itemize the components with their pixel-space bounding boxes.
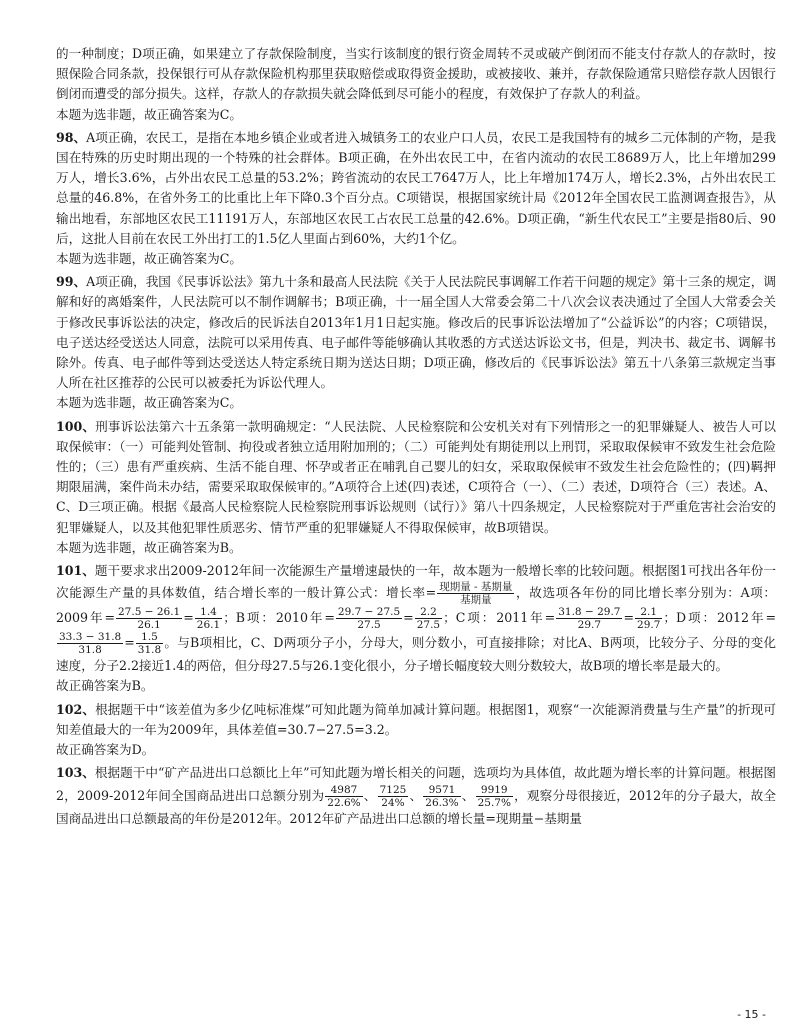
question-text: A项正确，我国《民事诉讼法》第九十条和最高人民法院《关于人民法院民事调解工作若干问题的规定》第十三条的规定，调解和好的离婚案件，人民法院可以不制作调解书；B项正确，十一届全国人大常委会第二十八次会议表决通过了全国人大常委会关于修改民事诉讼法的决定，修改后的民诉法自2013年1月1日起实施。修改后的民事诉讼法增加了“公益诉讼”的内容；C项错误，电子送达经受送达人同意，法院可以采用传真、电子邮件等能够确认其收悉的方式送达诉讼文书，但是，判决书、裁定书、调解书除外。传真、电子邮件等到达受送达人特定系统日期为送达日期；D项正确，修改后的《民事诉讼法》第五十八条第三款规定当事人所在社区推荐的公民可以被委托为诉讼代理人。 bbox=[56, 274, 776, 391]
answer-101: 故正确答案为B。 bbox=[56, 678, 154, 694]
fraction-d-simplified: $\frac{1.5}{31.8}$ bbox=[137, 631, 162, 657]
answer-99: 本题为选非题，故正确答案为C。 bbox=[56, 395, 242, 411]
question-text-2: ，故选项各年份的同比增长率分别为：A项：2009年= bbox=[56, 585, 776, 626]
formula-numerator: 现期量 - 基期量 bbox=[439, 581, 513, 594]
question-100 bbox=[56, 417, 776, 538]
question-text-5: ；D项：2012年= bbox=[663, 610, 776, 626]
fraction-b-simplified: $\frac{2.2}{27.5}$ bbox=[416, 606, 441, 632]
question-number: 100、 bbox=[56, 418, 96, 434]
question-102 bbox=[56, 700, 776, 740]
fraction-2012: $\frac{9919}{25.7\%}$ bbox=[477, 783, 511, 809]
fraction-2009: $\frac{4987}{22.6\%}$ bbox=[327, 783, 361, 809]
question-text-2: ，观察分母很接近，2012年的分子最大，故全国商品进出口总额最高的年份是2012年。2012年矿产品进出口总额的增长量=现期量−基期量 bbox=[56, 787, 777, 826]
fraction-d: $\frac{33.3 - 31.8}{31.8}$ bbox=[59, 631, 122, 657]
answer-98: 本题为选非题，故正确答案为C。 bbox=[56, 251, 242, 267]
question-text-6: 。与B项相比，C、D两项分子小，分母大，则分数小，可直接排除；对比A、B两项，比较分子、分母的变化速度，分子2.2接近1.4的两倍，但分母27.5与26.1变化很小，分子增长幅度较大则分数较大，故B项的增长率是最大的。 bbox=[56, 635, 776, 674]
question-98 bbox=[56, 128, 776, 249]
question-text-3: ；B项：2010年= bbox=[223, 610, 335, 626]
page-number: - 15 - bbox=[737, 1008, 766, 1021]
fraction-a-simplified: $\frac{1.4}{26.1}$ bbox=[196, 606, 221, 632]
document-page bbox=[56, 44, 776, 829]
growth-formula bbox=[437, 581, 514, 606]
question-text: 刑事诉讼法第六十五条第一款明确规定：“人民法院、人民检察院和公安机关对有下列情形之一的犯罪嫌疑人、被告人可以取保候审：（一）可能判处管制、拘役或者独立适用附加刑的；（二）可能判处有期徒刑以上刑罚，采取取保候审不致发生社会危险性的；（三）患有严重疾病、生活不能自理、怀孕或者正在哺乳自己婴儿的妇女，采取取保候审不致发生社会危险性的；(四)羁押期限届满，案件尚未办结，需要采取取保候审的。”A项符合上述(四)表述，C项符合（一）、（二）表述，D项符合（三）表述。A、C、D三项正确。根据《最高人民检察院人民检察院刑事诉讼规则（试行）》第八十四条规定，人民检察院对于严重危害社会治安的犯罪嫌疑人，以及其他犯罪性质恶劣、情节严重的犯罪嫌疑人不得取保候审，故B项错误。 bbox=[56, 418, 776, 535]
question-number: 99、 bbox=[56, 274, 87, 290]
question-number: 98、 bbox=[56, 129, 87, 145]
question-text-4: ；C项：2011年= bbox=[443, 610, 556, 626]
answer-intro: 本题为选非题，故正确答案为C。 bbox=[56, 106, 242, 122]
fraction-c: $\frac{31.8 - 29.7}{29.7}$ bbox=[558, 606, 621, 632]
fraction-a: $\frac{27.5 - 26.1}{26.1}$ bbox=[118, 606, 181, 632]
question-number: 101、 bbox=[56, 563, 95, 579]
question-number: 103、 bbox=[56, 765, 95, 781]
question-text: 根据题干中“该差值为多少亿吨标准煤”可知此题为简单加减计算问题。根据图1，观察“一次能源消费量与生产量”的折现可知差值最大的一年为2009年，具体差值=30.7−27.5=3.2。 bbox=[56, 701, 776, 737]
question-103: 103、根据题干中“矿产品进出口总额比上年”可知此题为增长相关的问题，选项均为具体值，故此题为增长率的计算问题。根据图2，2009-2012年间全国商品进出口总额分别为 $\frac{4987}{22.6\%}$ 、 $\frac{7125}{24\%}$ 、 $\frac{9571}{26.3\%}$ 、 $\frac{9919}{25.7\%}$ ，观察分母很接近，2012年的分子最大，故全国商品进出口总额最高的年份是2012年。2012年矿产品进出口总额的增长量=现期量−基期量 bbox=[56, 765, 777, 826]
question-text-1: 题干要求求出2009-2012年间一次能源生产量增速最快的一年，故本题为一般增长率的比较问题。根据图1可找出各年份一次能源生产量的具体数值，结合增长率的一般计算公式：增长率= bbox=[56, 563, 776, 601]
fraction-2010: $\frac{7125}{24\%}$ bbox=[379, 783, 407, 809]
question-number: 102、 bbox=[56, 701, 96, 717]
answer-102: 故正确答案为D。 bbox=[56, 742, 155, 758]
formula-denominator: 基期量 bbox=[460, 594, 492, 607]
fraction-b: $\frac{29.7 - 27.5}{27.5}$ bbox=[337, 606, 401, 632]
fraction-2011: $\frac{9571}{26.3\%}$ bbox=[425, 783, 459, 809]
question-text-1: 根据题干中“矿产品进出口总额比上年”可知此题为增长相关的问题，选项均为具体值，故此题为增长率的计算问题。根据图2，2009-2012年间全国商品进出口总额分别为 bbox=[56, 765, 776, 803]
question-text: A项正确，农民工，是指在本地乡镇企业或者进入城镇务工的农业户口人员，农民工是我国特有的城乡二元体制的产物，是我国在特殊的历史时期出现的一个特殊的社会群体。B项正确，在外出农民工中，在省内流动的农民工8689万人，比上年增加299万人，增长3.6%，占外出农民工总量的53.2%；跨省流动的农民工7647万人，比上年增加174万人，增长2.3%，占外出农民工总量的46.8%，在省外务工的比重比上年下降0.3个百分点。C项错误，根据国家统计局《2012年全国农民工监测调查报告》，从输出地看，东部地区农民工11191万人，东部地区农民工占农民工总量的42.6%。D项正确，“新生代农民工”主要是指80后、90后，这批人目前在农民工外出打工的1.5亿人里面占到60%，大约1个亿。 bbox=[56, 129, 776, 246]
answer-100: 本题为选非题，故正确答案为B。 bbox=[56, 539, 242, 555]
question-99 bbox=[56, 272, 776, 393]
question-101: 101、题干要求求出2009-2012年间一次能源生产量增速最快的一年，故本题为一般增长率的比较问题。根据图1可找出各年份一次能源生产量的具体数值，结合增长率的一般计算公式：增长率= $\frac{\text{现期量 - 基期量}}{\text{基期量}}$ ，故选项各年份的同比增长率分别为：A项：2009年= $\frac{27.5 - 26.1}{26.1}$ = $\frac{1.4}{26.1}$ ；B项：2010年= $\frac{29.7 - 27.5}{27.5}$ = $\frac{2.2}{27.5}$ ；C项：2011年= $\frac{31.8 - 29.7}{29.7}$ = $\frac{2.1}{29.7}$ ；D项：2012年= $\frac{33.3 - 31.8}{31.8}$ = $\frac{1.5}{31.8}$ 。与B项相比，C、D两项分子小，分母大，则分数小，可直接排除；对比A、B两项，比较分子、分母的变化速度，分子2.2接近1.4的两倍，但分母27.5与26.1变化很小，分子增长幅度较大则分数较大，故B项的增长率是最大的。 bbox=[56, 563, 776, 674]
fraction-c-simplified: $\frac{2.1}{29.7}$ bbox=[637, 606, 661, 632]
paragraph-intro: 的一种制度；D项正确，如果建立了存款保险制度，当实行该制度的银行资金周转不灵或破产倒闭而不能支付存款人的存款时，按照保险合同条款，投保银行可从存款保险机构那里获取赔偿或取得资金援助，或被接收、兼并，存款保险通常只赔偿存款人因银行倒闭而遭受的部分损失。这样，存款人的存款损失就会降低到尽可能小的程度，有效保护了存款人的利益。 bbox=[56, 46, 776, 102]
